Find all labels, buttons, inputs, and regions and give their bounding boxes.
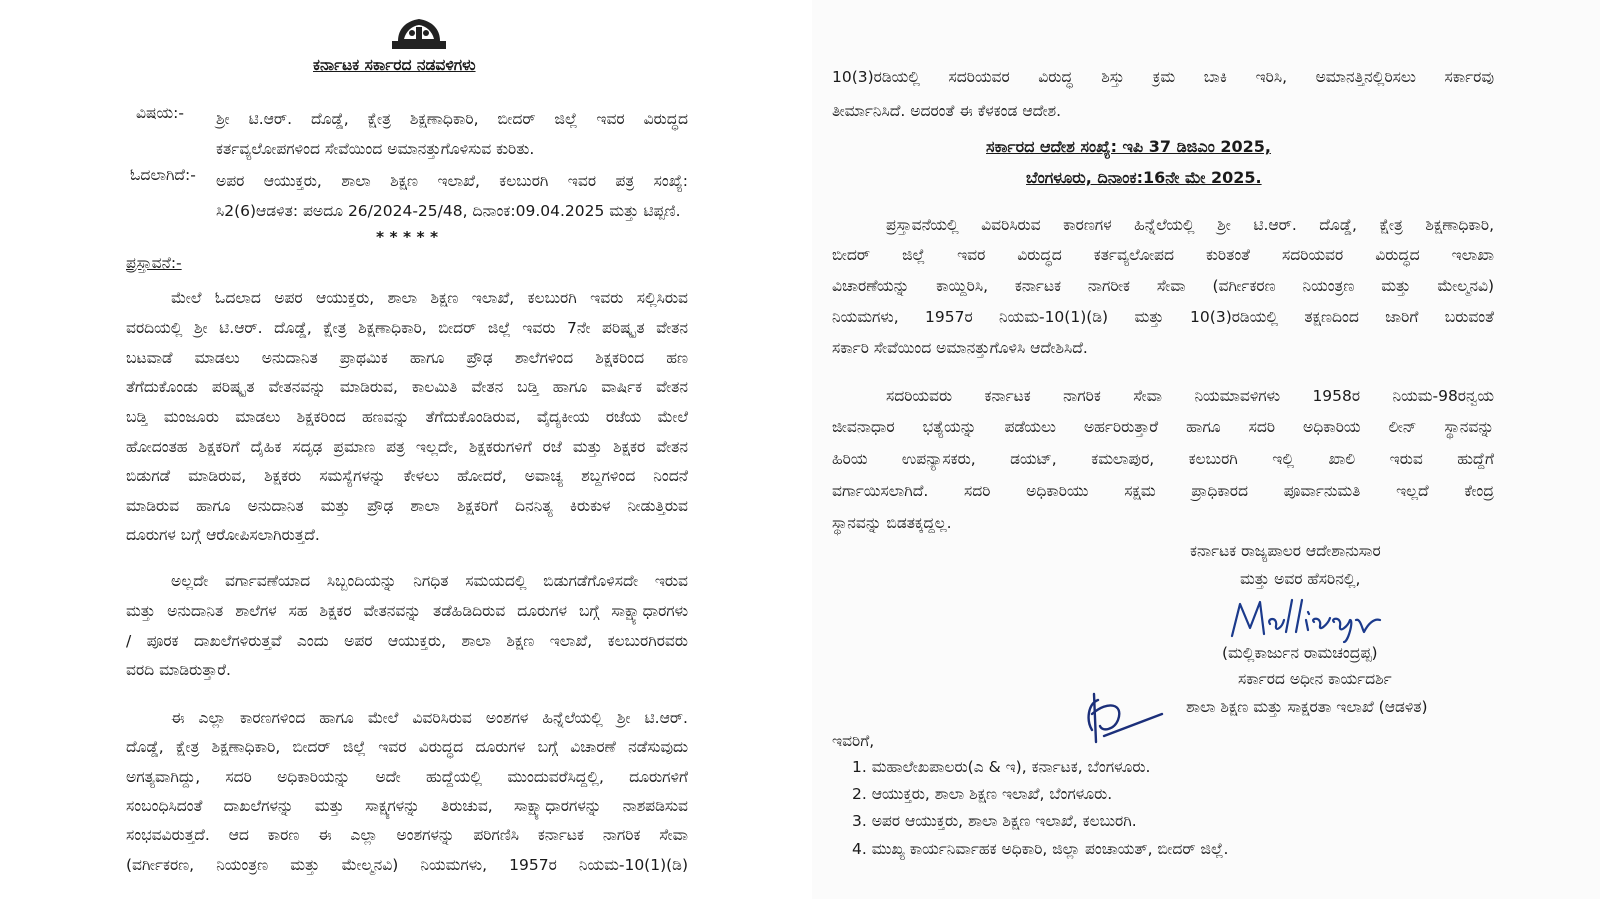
text-line: ಮಾಡಿರುವ ಹಾಗೂ ಅನುದಾನಿತ ಮತ್ತು ಪ್ರೌಢ ಶಾಲಾ ಶಿಕ್ಷಕರಿಗೆ ದಿನನಿತ್ಯ ಕಿರುಕುಳ ನೀಡುತ್ತಿರುವ: [126, 497, 688, 515]
text-line: ಬೀದರ್ ಜಿಲ್ಲೆ ಇವರ ವಿರುದ್ಧದ ಕರ್ತವ್ಯಲೋಪದ ಕುರಿತಂತೆ ಸದರಿಯವರ ವಿರುದ್ಧದ ಇಲಾಖಾ: [832, 246, 1494, 264]
list-item: 2. ಆಯುಕ್ತರು, ಶಾಲಾ ಶಿಕ್ಷಣ ಇಲಾಖೆ, ಬೆಂಗಳೂರು.: [852, 785, 1113, 803]
text-line: ತೀರ್ಮಾನಿಸಿದೆ. ಅದರಂತೆ ಈ ಕೆಳಕಂಡ ಆದೇಶ.: [832, 102, 1062, 120]
subject-label: ವಿಷಯ:-: [136, 104, 184, 122]
text-line: ಹೋದಂತಹ ಶಿಕ್ಷಕರಿಗೆ ದೈಹಿಕ ಸದೃಢ ಪ್ರಮಾಣ ಪತ್ರ ಇಲ್ಲದೇ, ಶಿಕ್ಷಕರುಗಳಿಗೆ ರಜೆ ಮತ್ತು ಶಿಕ್ಷಕರ ವೇತನ: [126, 438, 688, 456]
text-line: ಮತ್ತು ಅನುದಾನಿತ ಶಾಲೆಗಳ ಸಹ ಶಿಕ್ಷಕರ ವೇತನವನ್ನು ತಡೆಹಿಡಿದಿರುವ ದೂರುಗಳ ಬಗ್ಗೆ ಸಾಕ್ಷ್ಯಾಧಾರಗಳು: [126, 602, 688, 620]
text-line: ಮೇಲೆ ಓದಲಾದ ಅಪರ ಆಯುಕ್ತರು, ಶಾಲಾ ಶಿಕ್ಷಣ ಇಲಾಖೆ, ಕಲಬುರಗಿ ಇವರು ಸಲ್ಲಿಸಿರುವ: [171, 289, 688, 307]
text-line: ಅಲ್ಲದೇ ವರ್ಗಾವಣೆಯಾದ ಸಿಬ್ಬಂದಿಯನ್ನು ನಿಗಧಿತ ಸಮಯದಲ್ಲಿ ಬಿಡುಗಡೆಗೊಳಿಸದೇ ಇರುವ: [171, 572, 688, 590]
read-label: ಓದಲಾಗಿದೆ:-: [130, 166, 196, 184]
preamble-label: ಪ್ರಸ್ತಾವನೆ:-: [126, 254, 182, 272]
subject-line: ಶ್ರೀ ಟಿ.ಆರ್. ದೊಡ್ಡೆ, ಕ್ಷೇತ್ರ ಶಿಕ್ಷಣಾಧಿಕಾರಿ, ಬೀದರ್ ಜಿಲ್ಲೆ ಇವರ ವಿರುದ್ಧದ: [216, 110, 688, 128]
text-line: / ಪೂರಕ ದಾಖಲೆಗಳಿರುತ್ತವೆ ಎಂದು ಅಪರ ಆಯುಕ್ತರು, ಶಾಲಾ ಶಿಕ್ಷಣ ಇಲಾಖೆ, ಕಲಬುರಗಿರವರು: [126, 632, 688, 650]
government-emblem-icon: [392, 17, 446, 49]
read-line: ಸಿ2(6)ಆಡಳಿತ: ಪಅದೂ 26/2024-25/48, ದಿನಾಂಕ:09.04.2025 ಮತ್ತು ಟಿಪ್ಪಣಿ.: [216, 202, 681, 220]
text-line: ದೂರುಗಳ ಬಗ್ಗೆ ಆರೋಪಿಸಲಾಗಿರುತ್ತದೆ.: [126, 526, 320, 544]
text-line: ದೊಡ್ಡೆ, ಕ್ಷೇತ್ರ ಶಿಕ್ಷಣಾಧಿಕಾರಿ, ಬೀದರ್ ಜಿಲ್ಲೆ ಇವರ ವಿರುದ್ಧದ ದೂರುಗಳ ಬಗ್ಗೆ ವಿಚಾರಣೆ ನಡೆಸುವುದು: [126, 738, 688, 756]
text-line: ವರ್ಗಾಯಿಸಲಾಗಿದೆ. ಸದರಿ ಅಧಿಕಾರಿಯು ಸಕ್ಷಮ ಪ್ರಾಧಿಕಾರದ ಪೂರ್ವಾನುಮತಿ ಇಲ್ಲದೆ ಕೇಂದ್ರ: [832, 482, 1494, 500]
text-line: ತೆಗೆದುಕೊಂಡು ಪರಿಷ್ಕೃತ ವೇತನವನ್ನು ಮಾಡಿರುವ, ಕಾಲಮಿತಿ ವೇತನ ಬಡ್ತಿ ಹಾಗೂ ವಾರ್ಷಿಕ ವೇತನ: [126, 378, 688, 396]
text-line: ಹಿರಿಯ ಉಪನ್ಯಾಸಕರು, ಡಯಟ್, ಕಮಲಾಪುರ, ಕಲಬುರಗಿ ಇಲ್ಲಿ ಖಾಲಿ ಇರುವ ಹುದ್ದೆಗೆ: [832, 450, 1494, 468]
document-page-left: [0, 0, 790, 899]
by-order-line: ಮತ್ತು ಅವರ ಹೆಸರಿನಲ್ಲಿ,: [1240, 570, 1361, 588]
list-item: 3. ಅಪರ ಆಯುಕ್ತರು, ಶಾಲಾ ಶಿಕ್ಷಣ ಇಲಾಖೆ, ಕಲಬುರಗಿ.: [852, 812, 1137, 830]
text-line: ಜೀವನಾಧಾರ ಭತ್ಯೆಯನ್ನು ಪಡೆಯಲು ಅರ್ಹರಿರುತ್ತಾರೆ ಹಾಗೂ ಸದರಿ ಅಧಿಕಾರಿಯ ಲೀನ್ ಸ್ಥಾನವನ್ನು: [832, 418, 1494, 436]
separator-stars: * * * * *: [376, 228, 439, 246]
document-page-right: [812, 0, 1600, 899]
list-item: 4. ಮುಖ್ಯ ಕಾರ್ಯನಿರ್ವಾಹಕ ಅಧಿಕಾರಿ, ಜಿಲ್ಲಾ ಪಂಚಾಯತ್, ಬೀದರ್ ಜಿಲ್ಲೆ.: [852, 840, 1229, 858]
recipients-label: ಇವರಿಗೆ,: [832, 732, 875, 750]
text-line: ಬಿಡುಗಡೆ ಮಾಡಿರುವ, ಶಿಕ್ಷಕರು ಸಮಸ್ಯೆಗಳನ್ನು ಕೇಳಲು ಹೋದರೆ, ಅವಾಚ್ಯ ಶಬ್ದಗಳಿಂದ ನಿಂದನೆ: [126, 467, 688, 485]
text-line: ವಿಚಾರಣೆಯನ್ನು ಕಾಯ್ದಿರಿಸಿ, ಕರ್ನಾಟಕ ನಾಗರೀಕ ಸೇವಾ (ವರ್ಗೀಕರಣ ನಿಯಂತ್ರಣ ಮತ್ತು ಮೇಲ್ಮನವಿ): [832, 277, 1494, 295]
subject-line: ಕರ್ತವ್ಯಲೋಪಗಳಿಂದ ಸೇವೆಯಿಂದ ಅಮಾನತ್ತುಗೊಳಿಸುವ ಕುರಿತು.: [216, 140, 535, 158]
text-line: ಸಂಭವವಿರುತ್ತದೆ. ಆದ ಕಾರಣ ಈ ಎಲ್ಲಾ ಅಂಶಗಳನ್ನು ಪರಿಗಣಿಸಿ ಕರ್ನಾಟಕ ನಾಗರಿಕ ಸೇವಾ: [126, 826, 688, 844]
text-line: ಸ್ಥಾನವನ್ನು ಬಿಡತಕ್ಕದ್ದಲ್ಲ.: [832, 514, 952, 532]
text-line: ಸದರಿಯವರು ಕರ್ನಾಟಕ ನಾಗರಿಕ ಸೇವಾ ನಿಯಮಾವಳಿಗಳು 1958ರ ನಿಯಮ-98ರನ್ವಯ: [886, 387, 1494, 405]
text-line: ಬಟವಾಡೆ ಮಾಡಲು ಅನುದಾನಿತ ಪ್ರಾಥಮಿಕ ಹಾಗೂ ಪ್ರೌಢ ಶಾಲೆಗಳಿಂದ ಶಿಕ್ಷಕರಿಂದ ಹಣ: [126, 349, 688, 367]
order-number: ಸರ್ಕಾರದ ಆದೇಶ ಸಂಖ್ಯೆ: ಇಪಿ 37 ಡಿಜಿಎಂ 2025,: [986, 137, 1271, 156]
order-date: ಬೆಂಗಳೂರು, ದಿನಾಂಕ:16ನೇ ಮೇ 2025.: [1026, 168, 1262, 187]
text-line: ನಿಯಮಗಳು, 1957ರ ನಿಯಮ-10(1)(ಡಿ) ಮತ್ತು 10(3)ರಡಿಯಲ್ಲಿ ತಕ್ಷಣದಿಂದ ಜಾರಿಗೆ ಬರುವಂತೆ: [832, 308, 1494, 326]
signatory-title: ಸರ್ಕಾರದ ಅಧೀನ ಕಾರ್ಯದರ್ಶಿ: [1238, 670, 1392, 688]
list-item: 1. ಮಹಾಲೇಖಪಾಲರು(ಎ & ಇ), ಕರ್ನಾಟಕ, ಬೆಂಗಳೂರು.: [852, 758, 1151, 776]
by-order-line: ಕರ್ನಾಟಕ ರಾಜ್ಯಪಾಲರ ಆದೇಶಾನುಸಾರ: [1190, 542, 1381, 560]
text-line: ವರದಿಯಲ್ಲಿ ಶ್ರೀ ಟಿ.ಆರ್. ದೊಡ್ಡೆ, ಕ್ಷೇತ್ರ ಶಿಕ್ಷಣಾಧಿಕಾರಿ, ಬೀದರ್ ಜಿಲ್ಲೆ ಇವರು 7ನೇ ಪರಿಷ್ಕೃತ ವೇತನ: [126, 319, 688, 337]
page-gap: [790, 0, 812, 899]
text-line: ಪ್ರಸ್ತಾವನೆಯಲ್ಲಿ ವಿವರಿಸಿರುವ ಕಾರಣಗಳ ಹಿನ್ನೆಲೆಯಲ್ಲಿ ಶ್ರೀ ಟಿ.ಆರ್. ದೊಡ್ಡೆ, ಕ್ಷೇತ್ರ ಶಿಕ್ಷಣಾಧಿಕಾರಿ,: [886, 216, 1494, 234]
text-line: ಅಗತ್ಯವಾಗಿದ್ದು, ಸದರಿ ಅಧಿಕಾರಿಯನ್ನು ಅದೇ ಹುದ್ದೆಯಲ್ಲಿ ಮುಂದುವರೆಸಿದ್ದಲ್ಲಿ, ದೂರುಗಳಿಗೆ: [126, 768, 688, 786]
text-line: ಬಡ್ತಿ ಮಂಜೂರು ಮಾಡಲು ಶಿಕ್ಷಕರಿಂದ ಹಣವನ್ನು ತೆಗೆದುಕೊಂಡಿರುವ, ವೈದ್ಯಕೀಯ ರಜೆಯ ಮೇಲೆ: [126, 408, 688, 426]
text-line: ವರದಿ ಮಾಡಿರುತ್ತಾರೆ.: [126, 661, 231, 679]
text-line: ಈ ಎಲ್ಲಾ ಕಾರಣಗಳಿಂದ ಹಾಗೂ ಮೇಲೆ ವಿವರಿಸಿರುವ ಅಂಶಗಳ ಹಿನ್ನೆಲೆಯಲ್ಲಿ ಶ್ರೀ ಟಿ.ಆರ್.: [171, 709, 688, 727]
text-line: (ವರ್ಗೀಕರಣ, ನಿಯಂತ್ರಣ ಮತ್ತು ಮೇಲ್ಮನವಿ) ನಿಯಮಗಳು, 1957ರ ನಿಯಮ-10(1)(ಡಿ): [126, 856, 688, 874]
text-line: ಸಂಬಂಧಿಸಿದಂತೆ ದಾಖಲೆಗಳನ್ನು ಮತ್ತು ಸಾಕ್ಷ್ಯಗಳನ್ನು ತಿರುಚುವ, ಸಾಕ್ಷ್ಯಾಧಾರಗಳನ್ನು ನಾಶಪಡಿಸುವ: [126, 797, 688, 815]
signatory-department: ಶಾಲಾ ಶಿಕ್ಷಣ ಮತ್ತು ಸಾಕ್ಷರತಾ ಇಲಾಖೆ (ಆಡಳಿತ): [1186, 698, 1428, 716]
initials-signature-image: [1084, 690, 1174, 750]
page-heading: ಕರ್ನಾಟಕ ಸರ್ಕಾರದ ನಡವಳಿಗಳು: [313, 56, 476, 74]
text-line: ಸರ್ಕಾರಿ ಸೇವೆಯಿಂದ ಅಮಾನತ್ತುಗೊಳಿಸಿ ಆದೇಶಿಸಿದೆ.: [832, 339, 1088, 357]
read-line: ಅಪರ ಆಯುಕ್ತರು, ಶಾಲಾ ಶಿಕ್ಷಣ ಇಲಾಖೆ, ಕಲಬುರಗಿ ಇವರ ಪತ್ರ ಸಂಖ್ಯೆ:: [216, 172, 688, 190]
signatory-name: (ಮಲ್ಲಿಕಾರ್ಜುನ ರಾಮಚಂದ್ರಪ್ಪ): [1222, 644, 1378, 662]
text-line: 10(3)ರಡಿಯಲ್ಲಿ ಸದರಿಯವರ ವಿರುದ್ಧ ಶಿಸ್ತು ಕ್ರಮ ಬಾಕಿ ಇರಿಸಿ, ಅಮಾನತ್ತಿನಲ್ಲಿರಿಸಲು ಸರ್ಕಾರವು: [832, 68, 1494, 86]
